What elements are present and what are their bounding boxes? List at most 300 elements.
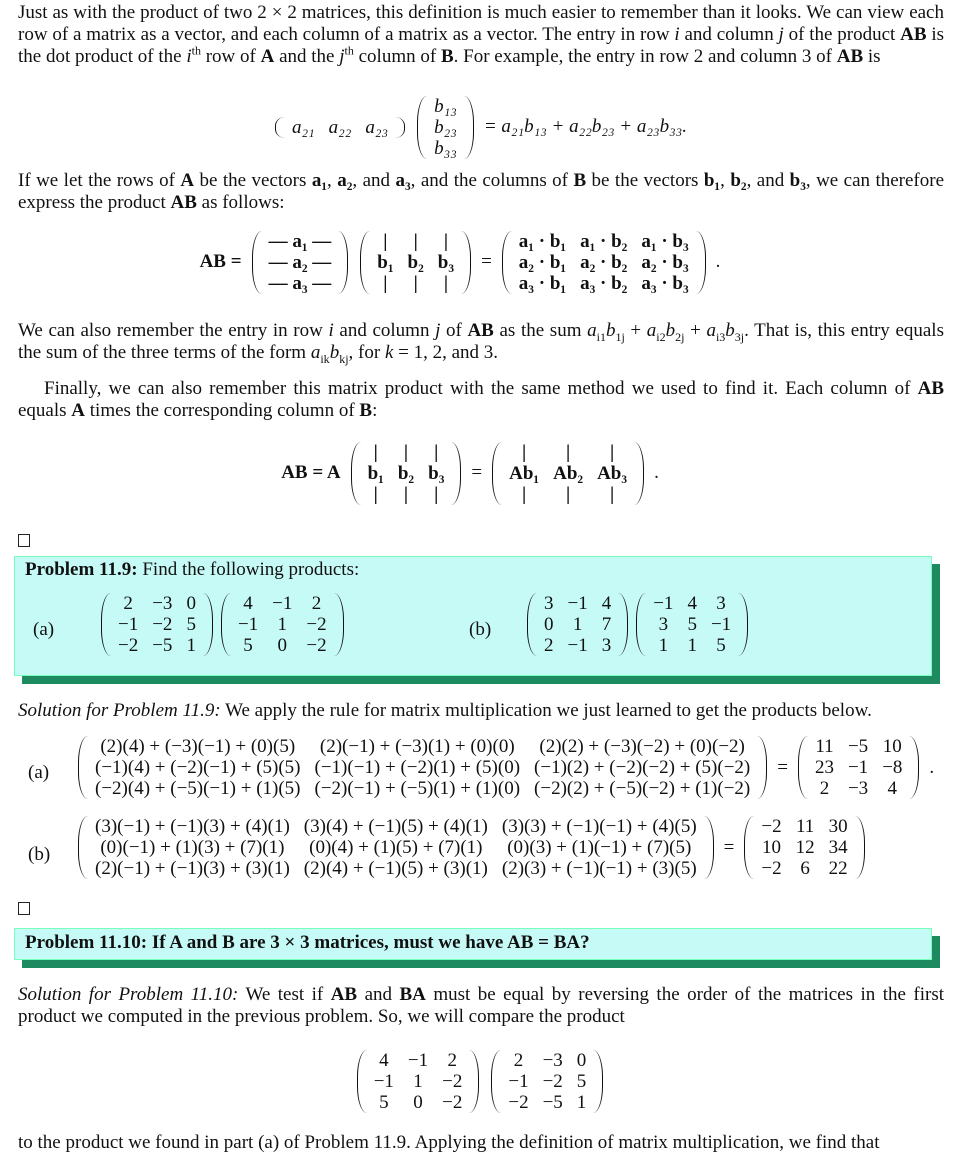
matrix-entry: (−1)(−1) + (−2)(1) + (5)(0): [314, 757, 521, 778]
left-parenthesis: [360, 231, 370, 294]
matrix-entry: 34: [828, 837, 848, 858]
matrix-entry: (−1)(2) + (−2)(−2) + (5)(−2): [534, 757, 751, 778]
matrix-entry: 1: [687, 635, 697, 656]
matrix-entry: a₂₂: [328, 116, 352, 138]
matrix-entry: −3: [152, 593, 173, 614]
matrix-entry: 0: [186, 593, 196, 614]
matrix-entry: 10: [762, 837, 781, 858]
matrix-entry: 2: [311, 593, 322, 614]
matrix-entry: |: [383, 230, 388, 252]
text-segment: AB: [170, 192, 197, 213]
matrix-entry: −5: [847, 736, 869, 757]
column-vector: [417, 96, 474, 159]
right-parenthesis: [464, 96, 474, 159]
text-segment: A: [169, 932, 182, 953]
text-segment: j: [435, 320, 441, 341]
matrix-entry: (2)(4) + (−1)(5) + (3)(1): [303, 858, 488, 879]
text-segment: , and: [746, 170, 790, 191]
left-parenthesis: [417, 96, 427, 159]
result-matrix: [744, 816, 864, 879]
left-parenthesis: [492, 442, 502, 505]
rows-matrix: [252, 231, 349, 294]
text-segment: a: [587, 320, 597, 341]
matrix-entry: (2)(4) + (−3)(−1) + (0)(5): [100, 736, 296, 757]
text-segment: = 1, 2, and 3.: [393, 342, 499, 363]
text-segment: +: [624, 320, 647, 341]
right-parenthesis: [757, 736, 767, 799]
equation-reversed-product: [0, 1046, 960, 1116]
matrix-entry: (2)(−1) + (−1)(3) + (3)(1): [95, 858, 290, 879]
text-segment: b: [665, 320, 676, 341]
matrix-entry: −5: [542, 1091, 563, 1113]
text-segment: th: [191, 43, 201, 58]
text-segment: We can also remember the entry in row: [18, 320, 329, 341]
text-segment: a₂: [337, 170, 353, 191]
matrix-entry: 12: [795, 837, 815, 858]
matrix-entry: (−2)(4) + (−5)(−1) + (1)(5): [95, 778, 301, 799]
matrix-entry: a₃ · b₂: [580, 272, 628, 294]
text-segment: BA: [399, 984, 426, 1005]
text-segment: Solution for Problem 11.9:: [18, 700, 221, 721]
matrix-entry: −2: [152, 614, 173, 635]
matrix-entry: b₁: [377, 251, 394, 273]
text-segment: AB: [330, 984, 358, 1005]
text-segment: Just as with the product of two 2 × 2 matrices, this definition is much easier to remember than it looks. We can view each row of a matrix as a vector, and each column of a matrix as a vector. The entry in row: [18, 2, 944, 45]
right-parenthesis: [334, 593, 344, 656]
equals-sign: =: [471, 462, 483, 483]
text-segment: We test if: [238, 984, 331, 1005]
matrix-entry: −5: [152, 635, 173, 656]
equation-lhs: AB =: [199, 251, 242, 272]
text-segment: and column: [679, 24, 779, 45]
left-parenthesis: [744, 816, 754, 879]
matrix-entry: 10: [882, 736, 902, 757]
matrix: [527, 593, 628, 656]
text-segment: as the sum: [493, 320, 588, 341]
matrix-entry: −1: [567, 593, 588, 614]
matrix-entry: b₂: [407, 251, 424, 273]
matrix-entry: |: [443, 272, 449, 294]
matrix: [221, 593, 344, 656]
text-segment: b₃: [789, 170, 806, 191]
text-segment: b: [725, 320, 735, 341]
matrix-entry: 5: [576, 1070, 587, 1092]
text-segment: th: [344, 43, 354, 58]
matrix-entry: |: [609, 483, 615, 505]
text-segment: equals: [18, 400, 72, 421]
matrix-entry: a₃ · b₁: [518, 272, 567, 294]
text-segment: ik: [320, 351, 330, 366]
matrix-entry: (3)(4) + (−1)(5) + (4)(1): [303, 816, 488, 837]
right-parenthesis: [593, 1050, 603, 1113]
left-parenthesis: [101, 593, 111, 656]
text-segment: AB: [836, 46, 864, 67]
text-segment: , for: [348, 342, 385, 363]
matrix-entry: b₁₃: [434, 95, 457, 117]
matrix-entry: −1: [567, 635, 588, 656]
matrix-entry: a₂₁: [291, 116, 315, 138]
matrix-entry: a₃ · b₃: [641, 272, 689, 294]
left-parenthesis: [357, 1050, 367, 1113]
matrix-entry: Ab₁: [509, 462, 540, 484]
equation-rhs: = a₂₁b₁₃ + a₂₂b₂₃ + a₂₃b₃₃.: [483, 116, 688, 137]
text-segment: . For example, the entry in row 2 and column 3 of: [453, 46, 837, 67]
solution-11-9-intro: [18, 700, 944, 722]
right-parenthesis: [203, 593, 213, 656]
text-segment: . That is, this entry equals the sum of the three terms of the form: [18, 320, 944, 363]
matrix-entry: −1: [653, 593, 674, 614]
matrix-entry: |: [403, 483, 409, 505]
text-segment: AB: [900, 24, 927, 45]
checkbox[interactable]: [18, 902, 30, 915]
matrix-entry: |: [403, 441, 409, 463]
matrix-entry: −1: [118, 614, 139, 635]
matrix-entry: −2: [442, 1070, 463, 1092]
matrix-entry: — a₃ —: [268, 272, 332, 294]
expanded-matrix: [78, 736, 767, 799]
matrix-entry: −2: [442, 1091, 463, 1113]
text-segment: a₃: [395, 170, 411, 191]
right-parenthesis: [855, 816, 865, 879]
matrix-entry: (2)(−1) + (−3)(1) + (0)(0): [319, 736, 515, 757]
matrix-entry: |: [413, 230, 418, 252]
matrix: [101, 593, 213, 656]
text-segment: BA: [553, 932, 581, 953]
paragraph-row-column-intro: [18, 2, 944, 68]
matrix-entry: 4: [243, 593, 253, 614]
matrix: [636, 593, 748, 656]
matrix-entry: 2: [819, 778, 830, 799]
text-segment: B: [359, 400, 373, 421]
left-parenthesis: [221, 593, 231, 656]
text-segment: ,: [720, 170, 731, 191]
matrix-entry: 5: [243, 635, 253, 656]
text-segment: AB: [917, 378, 944, 399]
matrix-entry: a₂ · b₂: [580, 251, 628, 273]
matrix-entry: |: [443, 230, 449, 252]
matrix-entry: (3)(−1) + (−1)(3) + (4)(1): [95, 816, 290, 837]
matrix-entry: |: [373, 441, 378, 463]
text-segment: :: [372, 400, 378, 421]
matrix-entry: 1: [572, 614, 583, 635]
text-segment: Finally, we can also remember this matrix product with the same method we used to find it. Each column of: [44, 378, 918, 399]
equation-lhs: AB = A: [281, 462, 341, 483]
text-segment: is: [863, 46, 881, 67]
matrix-entry: a₂₃: [365, 116, 389, 138]
text-segment: AB: [506, 932, 534, 953]
text-segment: Solution for Problem 11.10:: [18, 984, 239, 1005]
matrix-entry: 7: [601, 614, 612, 635]
matrix-entry: 2: [123, 593, 133, 614]
text-segment: a: [646, 320, 657, 341]
text-segment: A: [260, 46, 275, 67]
matrix-entry: −1: [407, 1049, 429, 1071]
left-parenthesis: [636, 593, 646, 656]
text-segment: and: [181, 932, 223, 953]
paragraph-row-vectors: [18, 170, 944, 214]
part-a-label: (a): [28, 762, 50, 783]
equals-sign: =: [481, 251, 492, 272]
text-segment: i: [674, 24, 680, 45]
matrix-entry: −1: [373, 1070, 394, 1092]
period: .: [654, 462, 659, 483]
text-segment: Problem 11.9:: [25, 559, 138, 580]
text-segment: If we let the rows of: [18, 170, 181, 191]
equation-columns: [0, 438, 950, 508]
matrix-entry: a₂ · b₁: [518, 251, 567, 273]
matrix: [357, 1050, 480, 1113]
text-segment: We apply the rule for matrix multiplication we just learned to get the products below.: [220, 700, 872, 721]
text-segment: AB: [467, 320, 494, 341]
text-segment: +: [684, 320, 707, 341]
left-parenthesis: [275, 117, 285, 138]
text-segment: b₂: [730, 170, 747, 191]
text-segment: ,: [327, 170, 338, 191]
matrix-entry: |: [383, 272, 388, 294]
text-segment: is the dot product of the: [18, 24, 944, 67]
matrix-entry: −2: [306, 614, 327, 635]
matrix-entry: b₃₃: [434, 137, 457, 159]
matrix-entry: 1: [186, 635, 196, 656]
matrix-entry: 1: [576, 1091, 587, 1113]
part-b-label: (b): [28, 844, 51, 865]
matrix-entry: 5: [716, 635, 726, 656]
problem-title: [25, 932, 590, 954]
left-parenthesis: [502, 231, 512, 294]
matrix-entry: b₃: [428, 462, 445, 484]
text-segment: , and the columns of: [410, 170, 574, 191]
matrix-entry: 0: [277, 635, 288, 656]
text-segment: Find the following products:: [137, 559, 360, 580]
matrix-entry: 2: [447, 1049, 457, 1071]
matrix-entry: 5: [186, 614, 196, 635]
matrix-entry: 5: [687, 614, 697, 635]
paragraph-column-method: [18, 378, 944, 422]
period: .: [715, 251, 721, 272]
matrix-entry: 3: [544, 593, 554, 614]
text-segment: be the vectors: [586, 170, 704, 191]
matrix-entry: (−1)(4) + (−2)(−1) + (5)(5): [95, 757, 301, 778]
matrix-entry: a₁ · b₃: [641, 230, 689, 252]
dot-product-matrix: [502, 231, 706, 294]
matrix-entry: |: [434, 441, 439, 463]
text-segment: and column: [333, 320, 436, 341]
period: .: [929, 756, 935, 778]
text-segment: column of: [353, 46, 441, 67]
right-parenthesis: [461, 231, 471, 294]
matrix-entry: −1: [508, 1070, 529, 1092]
matrix-entry: b₃: [437, 251, 455, 273]
left-parenthesis: [527, 593, 537, 656]
matrix-entry: — a₂ —: [268, 251, 332, 273]
text-segment: B: [222, 932, 235, 953]
matrix-entry: 3: [716, 593, 726, 614]
text-segment: , we can therefore express the product: [18, 170, 945, 213]
matrix-entry: −2: [118, 635, 139, 656]
text-segment: of: [440, 320, 468, 341]
matrix-entry: 1: [413, 1070, 423, 1092]
text-segment: i: [328, 320, 334, 341]
matrix-entry: (0)(4) + (1)(5) + (7)(1): [309, 837, 483, 858]
matrix-entry: (−2)(2) + (−5)(−2) + (1)(−2): [534, 778, 751, 799]
matrix-entry: 1: [277, 614, 288, 635]
matrix-entry: (3)(3) + (−1)(−1) + (4)(5): [501, 816, 697, 837]
matrix-entry: b₂: [397, 462, 415, 484]
matrix-entry: 22: [828, 858, 848, 879]
matrix-entry: |: [373, 483, 378, 505]
matrix-entry: a₁ · b₂: [580, 230, 628, 252]
text-segment: A: [71, 400, 86, 421]
matrix-entry: 5: [379, 1091, 389, 1113]
matrix-entry: −2: [761, 816, 782, 837]
matrix-entry: −3: [847, 778, 869, 799]
text-segment: =: [533, 932, 554, 953]
matrix-entry: (0)(3) + (1)(−1) + (7)(5): [507, 837, 692, 858]
matrix-entry: 3: [658, 614, 669, 635]
text-segment: i3: [715, 329, 726, 344]
matrix-entry: Ab₃: [597, 462, 628, 484]
text-segment: i2: [656, 329, 666, 344]
text-segment: B: [573, 170, 587, 191]
text-segment: kj: [339, 351, 349, 366]
text-segment: be the vectors: [194, 170, 312, 191]
matrix-entry: 11: [795, 816, 815, 837]
matrix-entry: −8: [882, 757, 903, 778]
text-segment: b: [605, 320, 616, 341]
matrix-entry: |: [522, 441, 527, 463]
matrix-entry: 6: [800, 858, 810, 879]
matrix-entry: −2: [761, 858, 782, 879]
matrix-entry: |: [413, 272, 418, 294]
matrix-entry: 4: [887, 778, 898, 799]
matrix-entry: |: [434, 483, 439, 505]
matrix-entry: Ab₂: [553, 462, 584, 484]
text-segment: ?: [580, 932, 590, 953]
text-segment: 3j: [734, 329, 745, 344]
text-segment: times the corresponding column of: [85, 400, 360, 421]
columns-matrix: [360, 231, 471, 294]
matrix-entry: −2: [542, 1070, 563, 1092]
matrix-entry: 4: [379, 1049, 389, 1071]
matrix-entry: |: [565, 483, 571, 505]
matrix-entry: 30: [828, 816, 848, 837]
text-segment: must be equal by reversing the order of the matrices in the first product we computed in the previous problem. So, we will compare the product: [18, 984, 945, 1027]
text-segment: and the: [274, 46, 340, 67]
text-segment: Problem 11.10: If: [25, 932, 170, 953]
left-parenthesis: [351, 442, 361, 505]
text-segment: , and: [352, 170, 396, 191]
right-parenthesis: [696, 231, 706, 294]
right-parenthesis: [395, 117, 405, 138]
matrix-entry: 4: [601, 593, 612, 614]
matrix-entry: a₁ · b₁: [518, 230, 567, 252]
matrix-entry: |: [609, 441, 615, 463]
solution-11-10-intro: [18, 984, 944, 1028]
left-parenthesis: [798, 736, 808, 799]
matrix-entry: −1: [272, 593, 293, 614]
matrix-entry: b₁: [367, 462, 384, 484]
text-segment: are 3 × 3 matrices, must we have: [234, 932, 507, 953]
right-parenthesis: [618, 593, 628, 656]
text-segment: and: [357, 984, 400, 1005]
equation-dot-products: [0, 224, 940, 300]
text-segment: i1: [596, 329, 606, 344]
matrix-entry: (2)(3) + (−1)(−1) + (3)(5): [501, 858, 697, 879]
text-segment: of the product: [783, 24, 901, 45]
text-segment: to the product we found in part (a) of Problem 11.9. Applying the definition of matrix multiplication, we find that: [18, 1132, 880, 1153]
expanded-matrix: [78, 816, 714, 879]
left-parenthesis: [78, 736, 88, 799]
text-segment: j: [339, 46, 345, 67]
part-b-label: (b): [469, 619, 492, 640]
text-segment: row of: [200, 46, 261, 67]
column-products-matrix: [492, 442, 644, 505]
paragraph-sum-form: [18, 320, 944, 364]
matrix-entry: −3: [542, 1049, 563, 1071]
matrix-entry: 4: [687, 593, 697, 614]
text-segment: 1j: [615, 329, 625, 344]
left-parenthesis: [491, 1050, 501, 1113]
right-parenthesis: [469, 1050, 479, 1113]
result-matrix: [798, 736, 919, 799]
matrix-entry: 0: [413, 1091, 423, 1113]
left-parenthesis: [252, 231, 262, 294]
matrix-entry: b₂₃: [434, 116, 457, 138]
matrix-entry: 11: [815, 736, 834, 757]
text-segment: 2j: [675, 329, 685, 344]
right-parenthesis: [909, 736, 919, 799]
text-segment: i: [186, 46, 192, 67]
right-parenthesis: [738, 593, 748, 656]
text-segment: b₁: [703, 170, 721, 191]
text-segment: A: [180, 170, 195, 191]
columns-matrix: [351, 442, 462, 505]
text-segment: k: [384, 342, 394, 363]
matrix-entry: −2: [508, 1091, 529, 1113]
right-parenthesis: [634, 442, 644, 505]
problem-11-9-box: [14, 556, 932, 676]
matrix-entry: (−2)(−1) + (−5)(1) + (1)(0): [314, 778, 521, 799]
right-parenthesis: [338, 231, 348, 294]
equation-row-times-column: [0, 92, 960, 162]
matrix-entry: 0: [544, 614, 554, 635]
text-segment: as follows:: [196, 192, 285, 213]
equals-sign: =: [777, 756, 788, 778]
solution-11-10-outro: [18, 1132, 944, 1154]
text-segment: a₁: [311, 170, 328, 191]
matrix-entry: — a₁ —: [268, 230, 332, 252]
text-segment: b: [329, 342, 340, 363]
text-segment: B: [440, 46, 454, 67]
matrix-entry: −1: [710, 614, 732, 635]
text-segment: a: [310, 342, 321, 363]
matrix-entry: 0: [576, 1049, 587, 1071]
matrix-entry: a₂ · b₃: [641, 251, 689, 273]
matrix: [491, 1050, 603, 1113]
checkbox[interactable]: [18, 534, 30, 547]
matrix-entry: −2: [306, 635, 327, 656]
text-segment: j: [778, 24, 784, 45]
matrix-entry: |: [522, 483, 527, 505]
row-vector: [275, 117, 405, 138]
matrix-entry: (0)(−1) + (1)(3) + (7)(1): [100, 837, 285, 858]
matrix-entry: (2)(2) + (−3)(−2) + (0)(−2): [539, 736, 745, 757]
equals-sign: =: [723, 836, 735, 858]
problem-title: [25, 559, 359, 581]
problem-11-10-box: [14, 928, 932, 960]
matrix-entry: 1: [658, 635, 669, 656]
matrix-entry: |: [565, 441, 571, 463]
